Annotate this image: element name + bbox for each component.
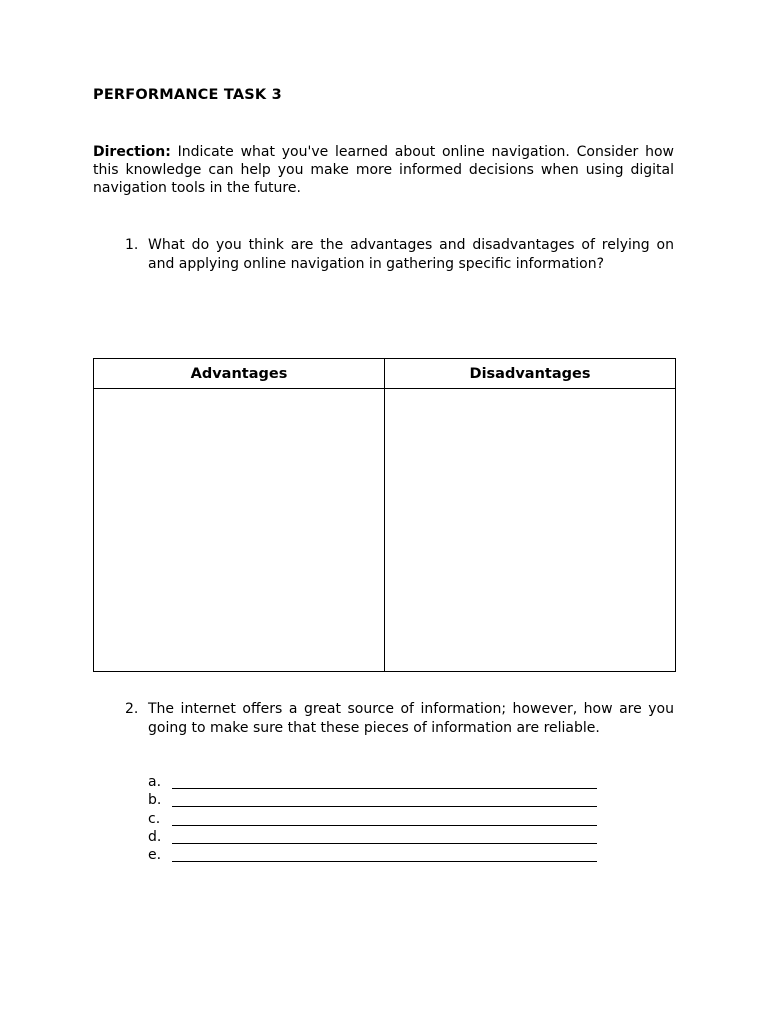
- table-answer-row: [94, 389, 676, 672]
- answer-letter: e.: [148, 847, 162, 864]
- disadvantages-header: Disadvantages: [385, 359, 676, 389]
- question-1-number: 1.: [125, 237, 139, 253]
- answer-blank[interactable]: [172, 861, 597, 862]
- advantages-disadvantages-table: [93, 358, 676, 672]
- answer-blank[interactable]: [172, 788, 597, 789]
- answer-blank[interactable]: [172, 825, 597, 826]
- answer-letter: b.: [148, 792, 162, 809]
- advantages-header: Advantages: [94, 359, 385, 389]
- page-title: PERFORMANCE TASK 3: [93, 87, 282, 103]
- answer-letter: c.: [148, 810, 161, 827]
- answer-blank[interactable]: [172, 806, 597, 807]
- answer-blank[interactable]: [172, 843, 597, 844]
- direction-paragraph: [93, 143, 674, 197]
- question-1-text: What do you think are the advantages and disadvantages of relying on and applying online navigation in gathering specific information?: [148, 237, 674, 272]
- direction-label: Direction:: [93, 144, 171, 160]
- question-1: [93, 236, 674, 273]
- question-2: [93, 700, 674, 737]
- disadvantages-answer-cell[interactable]: [385, 389, 676, 672]
- answer-letter: d.: [148, 828, 162, 845]
- direction-text: Indicate what you've learned about online navigation. Consider how this knowledge can help you make more informed decisions when using digital navigation tools in the future.: [93, 144, 675, 196]
- question-2-text: The internet offers a great source of information; however, how are you going to make sure that these pieces of information are reliable.: [148, 701, 674, 736]
- table-header-row: [94, 359, 676, 389]
- answer-letter: a.: [148, 774, 162, 790]
- question-2-number: 2.: [125, 701, 139, 717]
- advantages-answer-cell[interactable]: [94, 389, 385, 672]
